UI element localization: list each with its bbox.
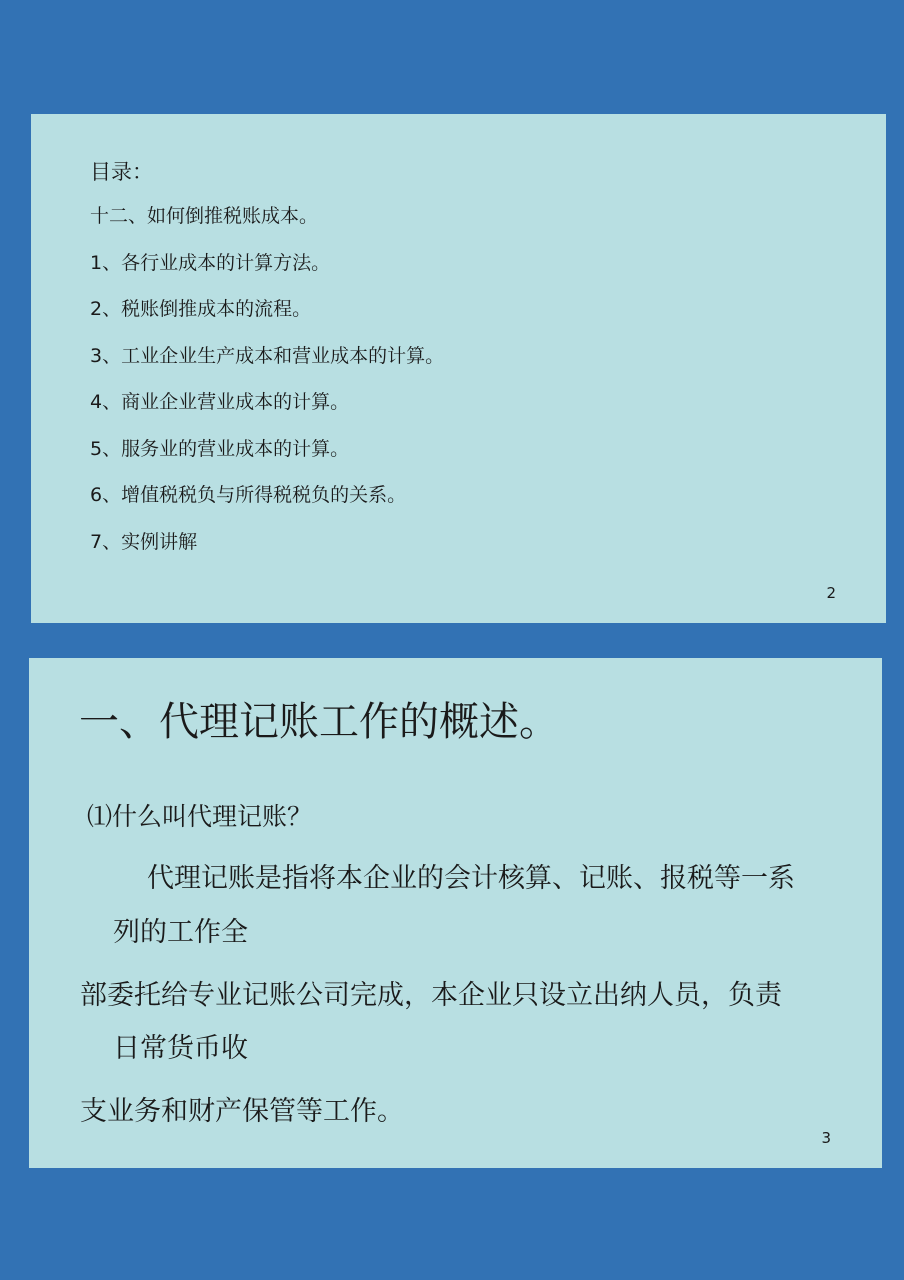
page-number: 3: [821, 1129, 831, 1147]
page-number: 2: [826, 584, 836, 602]
body-text-line: 部委托给专业记账公司完成，本企业只设立出纳人员，负责: [80, 980, 782, 1011]
toc-item: 3、工业企业生产成本和营业成本的计算。: [90, 344, 445, 367]
body-text-line: 代理记账是指将本企业的会计核算、记账、报税等一系: [147, 863, 795, 894]
toc-heading: 目录：: [90, 160, 153, 184]
question-heading: ⑴什么叫代理记账？: [87, 802, 313, 831]
body-text-line: 支业务和财产保管等工作。: [80, 1096, 404, 1127]
toc-item: 6、增值税税负与所得税税负的关系。: [90, 484, 407, 506]
toc-list: [90, 204, 444, 576]
slide-table-of-contents: [31, 114, 886, 623]
toc-item: 1、各行业成本的计算方法。: [90, 251, 331, 274]
toc-item: 5、服务业的营业成本的计算。: [90, 437, 350, 460]
toc-item: 十二、如何倒推税账成本。: [90, 205, 319, 227]
toc-item: 7、实例讲解: [90, 530, 198, 553]
slide-overview: [29, 658, 882, 1168]
body-text-line: 日常货币收: [113, 1033, 248, 1064]
toc-item: 4、商业企业营业成本的计算。: [90, 391, 350, 413]
slide-title: 一、代理记账工作的概述。: [79, 699, 559, 745]
body-text-line: 列的工作全: [113, 917, 248, 948]
toc-item: 2、税账倒推成本的流程。: [90, 298, 312, 320]
